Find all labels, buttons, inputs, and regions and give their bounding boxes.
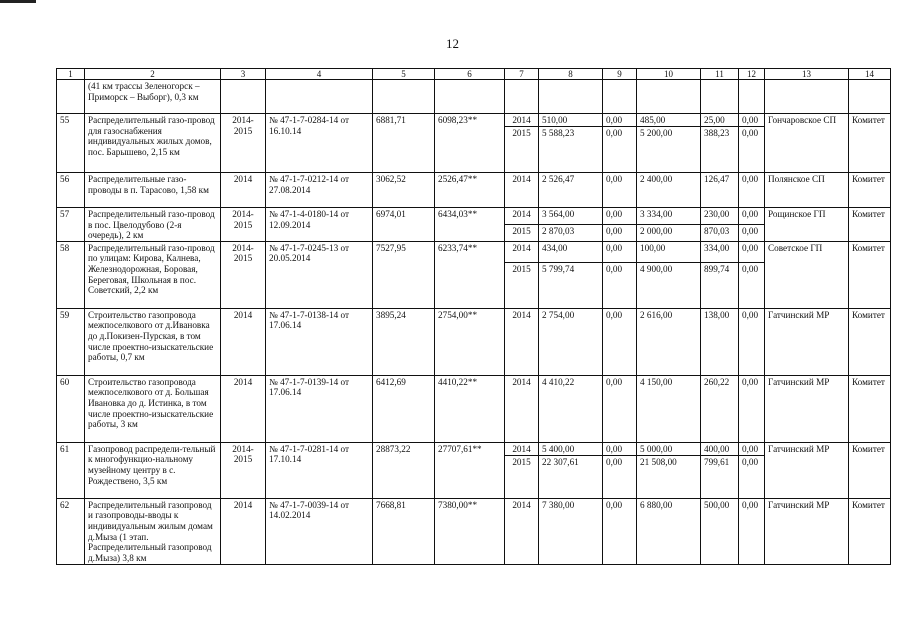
cell-year: 2014 bbox=[505, 241, 539, 262]
cell-empty bbox=[849, 80, 891, 114]
cell-year: 2014 bbox=[505, 442, 539, 455]
cell-municipality: Гатчинский МР bbox=[765, 498, 849, 564]
table-row bbox=[57, 241, 891, 262]
cell-col9: 0,00 bbox=[603, 127, 637, 173]
table-row bbox=[57, 114, 891, 127]
cell-empty bbox=[505, 80, 539, 114]
cell-col12: 0,00 bbox=[739, 241, 765, 262]
cell-col10: 2 000,00 bbox=[637, 224, 701, 241]
cell-col11: 260,22 bbox=[701, 375, 739, 442]
cell-customer: Комитет bbox=[849, 114, 891, 173]
cell-municipality: Гончаровское СП bbox=[765, 114, 849, 173]
cell-no: 55 bbox=[57, 114, 85, 173]
cell-name: Распределительный газопровод и газопроводы-вводы к индивидуальным жилым домам д.Мыза (1 этап. Распределительный газопровод д.Мыза) 3,8 км bbox=[85, 498, 221, 564]
scan-corner-mark bbox=[0, 0, 36, 3]
cell-col10: 5 000,00 bbox=[637, 442, 701, 455]
column-number-2: 2 bbox=[85, 69, 221, 80]
cell-municipality: Гатчинский МР bbox=[765, 442, 849, 498]
cell-name: Распределительный газо-провод по улицам: Кирова, Калнева, Железнодорожная, Боровая, Береговая, Школьная в пос. Советский, 2,2 км bbox=[85, 241, 221, 308]
cell-col11: 388,23 bbox=[701, 127, 739, 173]
cell-col9: 0,00 bbox=[603, 224, 637, 241]
cell-customer: Комитет bbox=[849, 442, 891, 498]
cell-period: 2014 bbox=[221, 498, 266, 564]
cell-no: 61 bbox=[57, 442, 85, 498]
page-number: 12 bbox=[446, 36, 459, 51]
cell-remaining: 6098,23** bbox=[435, 114, 505, 173]
cell-remaining: 2526,47** bbox=[435, 173, 505, 208]
cell-col11: 25,00 bbox=[701, 114, 739, 127]
cell-total: 22 307,61 bbox=[539, 455, 603, 498]
cell-empty bbox=[603, 80, 637, 114]
cell-col12: 0,00 bbox=[739, 455, 765, 498]
cell-no: 60 bbox=[57, 375, 85, 442]
cell-col9: 0,00 bbox=[603, 442, 637, 455]
cell-total: 434,00 bbox=[539, 241, 603, 262]
cell-year: 2015 bbox=[505, 455, 539, 498]
cell-col9: 0,00 bbox=[603, 173, 637, 208]
column-number-9: 9 bbox=[603, 69, 637, 80]
cell-col11: 138,00 bbox=[701, 308, 739, 375]
cell-year: 2014 bbox=[505, 308, 539, 375]
cell-col10: 485,00 bbox=[637, 114, 701, 127]
cell-name: Распределительные газо-проводы в п. Тарасово, 1,58 км bbox=[85, 173, 221, 208]
cell-year: 2015 bbox=[505, 127, 539, 173]
cell-empty bbox=[373, 80, 435, 114]
cell-empty bbox=[435, 80, 505, 114]
cell-expertise: № 47-1-7-0281-14 от 17.10.14 bbox=[266, 442, 373, 498]
cell-total: 5 400,00 bbox=[539, 442, 603, 455]
cell-col12: 0,00 bbox=[739, 308, 765, 375]
table-row bbox=[57, 442, 891, 455]
cell-empty bbox=[739, 80, 765, 114]
cell-no: 62 bbox=[57, 498, 85, 564]
cell-col10: 3 334,00 bbox=[637, 208, 701, 225]
cell-remaining: 7380,00** bbox=[435, 498, 505, 564]
cell-total: 2 870,03 bbox=[539, 224, 603, 241]
cell-col12: 0,00 bbox=[739, 127, 765, 173]
cell-customer: Комитет bbox=[849, 208, 891, 242]
column-number-6: 6 bbox=[435, 69, 505, 80]
table-row bbox=[57, 308, 891, 375]
cell-total: 2 526,47 bbox=[539, 173, 603, 208]
column-number-12: 12 bbox=[739, 69, 765, 80]
cell-no: 59 bbox=[57, 308, 85, 375]
column-number-row bbox=[57, 69, 891, 80]
cell-name: Распределительный газо-провод для газоснабжения индивидуальных жилых домов, пос. Барышево, 2,15 км bbox=[85, 114, 221, 173]
cell-col12: 0,00 bbox=[739, 224, 765, 241]
table-row bbox=[57, 208, 891, 225]
cell-remaining: 2754,00** bbox=[435, 308, 505, 375]
cell-col9: 0,00 bbox=[603, 262, 637, 308]
cell-municipality: Советское ГП bbox=[765, 241, 849, 308]
cell-period: 2014-2015 bbox=[221, 241, 266, 308]
cell-col10: 21 508,00 bbox=[637, 455, 701, 498]
cell-expertise: № 47-1-7-0245-13 от 20.05.2014 bbox=[266, 241, 373, 308]
cell-total: 5 799,74 bbox=[539, 262, 603, 308]
cell-remaining: 27707,61** bbox=[435, 442, 505, 498]
cell-col12: 0,00 bbox=[739, 173, 765, 208]
cell-cost: 3062,52 bbox=[373, 173, 435, 208]
cell-customer: Комитет bbox=[849, 375, 891, 442]
cell-col11: 799,61 bbox=[701, 455, 739, 498]
cell-year: 2015 bbox=[505, 262, 539, 308]
cell-empty bbox=[539, 80, 603, 114]
cell-period: 2014 bbox=[221, 308, 266, 375]
cell-year: 2014 bbox=[505, 208, 539, 225]
column-number-1: 1 bbox=[57, 69, 85, 80]
cell-period: 2014-2015 bbox=[221, 442, 266, 498]
cell-col10: 2 400,00 bbox=[637, 173, 701, 208]
cell-cost: 6881,71 bbox=[373, 114, 435, 173]
cell-municipality: Гатчинский МР bbox=[765, 308, 849, 375]
cell-expertise: № 47-1-4-0180-14 от 12.09.2014 bbox=[266, 208, 373, 242]
cell-col11: 500,00 bbox=[701, 498, 739, 564]
table-row bbox=[57, 173, 891, 208]
cell-col9: 0,00 bbox=[603, 498, 637, 564]
cell-customer: Комитет bbox=[849, 308, 891, 375]
cell-remaining: 6233,74** bbox=[435, 241, 505, 308]
cell-col9: 0,00 bbox=[603, 241, 637, 262]
column-number-3: 3 bbox=[221, 69, 266, 80]
cell-year: 2015 bbox=[505, 224, 539, 241]
cell-municipality: Полянское СП bbox=[765, 173, 849, 208]
cell-col11: 870,03 bbox=[701, 224, 739, 241]
cell-expertise: № 47-1-7-0039-14 от 14.02.2014 bbox=[266, 498, 373, 564]
table-row bbox=[57, 498, 891, 564]
cell-customer: Комитет bbox=[849, 241, 891, 308]
cell-year: 2014 bbox=[505, 114, 539, 127]
cell-cost: 28873,22 bbox=[373, 442, 435, 498]
cell-col12: 0,00 bbox=[739, 208, 765, 225]
cell-expertise: № 47-1-7-0212-14 от 27.08.2014 bbox=[266, 173, 373, 208]
cell-remaining: 6434,03** bbox=[435, 208, 505, 242]
cell-col9: 0,00 bbox=[603, 114, 637, 127]
cell-municipality: Гатчинский МР bbox=[765, 375, 849, 442]
cell-col10: 5 200,00 bbox=[637, 127, 701, 173]
column-number-14: 14 bbox=[849, 69, 891, 80]
cell-expertise: № 47-1-7-0138-14 от 17.06.14 bbox=[266, 308, 373, 375]
cell-col9: 0,00 bbox=[603, 308, 637, 375]
cell-empty bbox=[637, 80, 701, 114]
cell-col10: 100,00 bbox=[637, 241, 701, 262]
cell-col12: 0,00 bbox=[739, 114, 765, 127]
cell-name: Строительство газопровода межпоселкового от д. Большая Ивановка до д. Истинка, в том числе проектно-изыскательские работы, 3 км bbox=[85, 375, 221, 442]
cell-col10: 4 900,00 bbox=[637, 262, 701, 308]
cell-name: (41 км трассы Зеленогорск – Приморск – Выборг), 0,3 км bbox=[85, 80, 221, 114]
cell-name: Строительство газопровода межпоселкового от д.Ивановка до д.Покизен-Пурская, в том числе проектно-изыскательские работы, 0,7 км bbox=[85, 308, 221, 375]
cell-col11: 899,74 bbox=[701, 262, 739, 308]
cell-total: 5 588,23 bbox=[539, 127, 603, 173]
cell-col9: 0,00 bbox=[603, 208, 637, 225]
cell-customer: Комитет bbox=[849, 498, 891, 564]
column-number-10: 10 bbox=[637, 69, 701, 80]
cell-cost: 6974,01 bbox=[373, 208, 435, 242]
cell-no bbox=[57, 80, 85, 114]
cell-no: 56 bbox=[57, 173, 85, 208]
cell-customer: Комитет bbox=[849, 173, 891, 208]
cell-empty bbox=[221, 80, 266, 114]
continuation-row bbox=[57, 80, 891, 114]
cell-cost: 7668,81 bbox=[373, 498, 435, 564]
cell-col12: 0,00 bbox=[739, 442, 765, 455]
cell-cost: 6412,69 bbox=[373, 375, 435, 442]
cell-expertise: № 47-1-7-0284-14 от 16.10.14 bbox=[266, 114, 373, 173]
cell-year: 2014 bbox=[505, 498, 539, 564]
cell-cost: 3895,24 bbox=[373, 308, 435, 375]
cell-col11: 230,00 bbox=[701, 208, 739, 225]
cell-col10: 6 880,00 bbox=[637, 498, 701, 564]
cell-period: 2014 bbox=[221, 375, 266, 442]
cell-col12: 0,00 bbox=[739, 498, 765, 564]
column-number-11: 11 bbox=[701, 69, 739, 80]
column-number-8: 8 bbox=[539, 69, 603, 80]
cell-empty bbox=[266, 80, 373, 114]
cell-empty bbox=[701, 80, 739, 114]
cell-total: 7 380,00 bbox=[539, 498, 603, 564]
cell-year: 2014 bbox=[505, 173, 539, 208]
cell-total: 2 754,00 bbox=[539, 308, 603, 375]
cell-total: 4 410,22 bbox=[539, 375, 603, 442]
cell-col12: 0,00 bbox=[739, 262, 765, 308]
cell-remaining: 4410,22** bbox=[435, 375, 505, 442]
cell-col10: 2 616,00 bbox=[637, 308, 701, 375]
cell-period: 2014-2015 bbox=[221, 114, 266, 173]
cell-municipality: Рощинское ГП bbox=[765, 208, 849, 242]
cell-col11: 126,47 bbox=[701, 173, 739, 208]
column-number-4: 4 bbox=[266, 69, 373, 80]
cell-expertise: № 47-1-7-0139-14 от 17.06.14 bbox=[266, 375, 373, 442]
cell-cost: 7527,95 bbox=[373, 241, 435, 308]
cell-col11: 400,00 bbox=[701, 442, 739, 455]
gas-pipeline-table bbox=[56, 68, 891, 565]
cell-no: 57 bbox=[57, 208, 85, 242]
table-row bbox=[57, 375, 891, 442]
cell-period: 2014 bbox=[221, 173, 266, 208]
cell-col11: 334,00 bbox=[701, 241, 739, 262]
cell-total: 3 564,00 bbox=[539, 208, 603, 225]
cell-total: 510,00 bbox=[539, 114, 603, 127]
cell-no: 58 bbox=[57, 241, 85, 308]
cell-col12: 0,00 bbox=[739, 375, 765, 442]
cell-year: 2014 bbox=[505, 375, 539, 442]
cell-col9: 0,00 bbox=[603, 455, 637, 498]
column-number-7: 7 bbox=[505, 69, 539, 80]
cell-name: Распределительный газо-провод в пос. Цвелодубово (2-я очередь), 2 км bbox=[85, 208, 221, 242]
cell-empty bbox=[765, 80, 849, 114]
cell-name: Газопровод распредели-тельный к многофункцио-нальному музейному центру в с. Рождествено, 3,5 км bbox=[85, 442, 221, 498]
cell-period: 2014-2015 bbox=[221, 208, 266, 242]
cell-col10: 4 150,00 bbox=[637, 375, 701, 442]
column-number-13: 13 bbox=[765, 69, 849, 80]
cell-col9: 0,00 bbox=[603, 375, 637, 442]
column-number-5: 5 bbox=[373, 69, 435, 80]
